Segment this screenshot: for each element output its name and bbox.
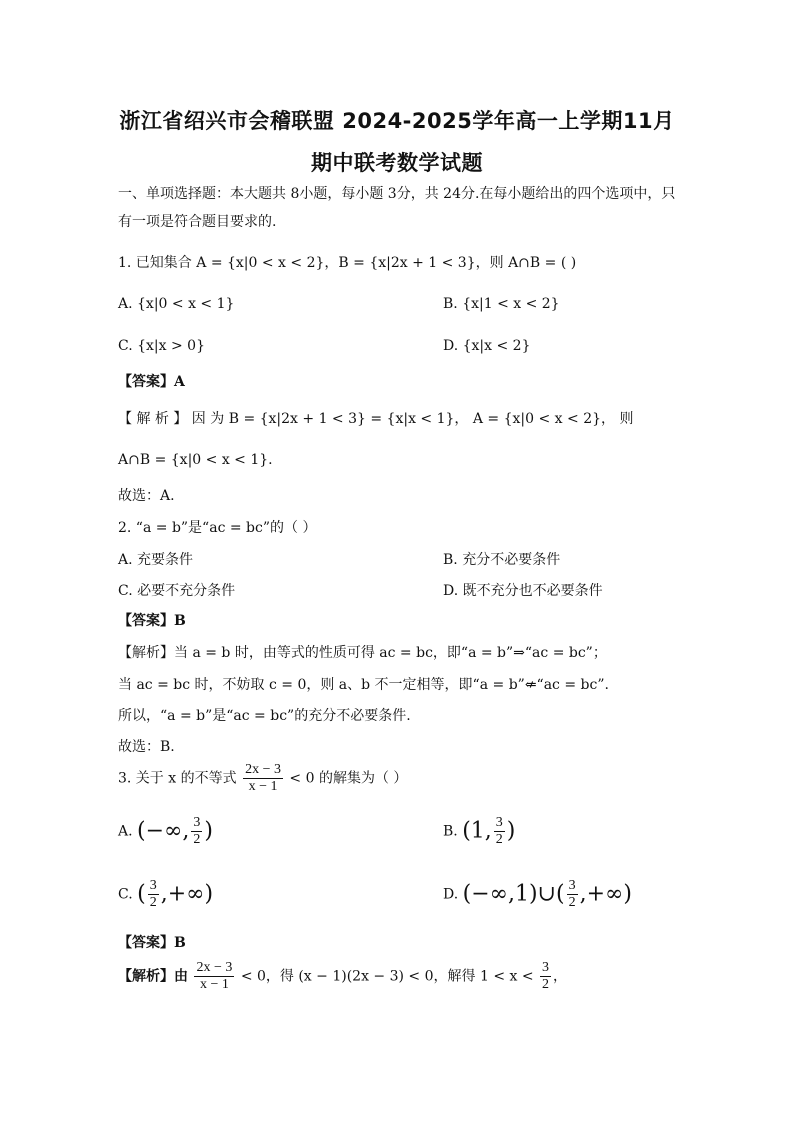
q3-analysis-mid: < 0，得 (x − 1)(2x − 3) < 0，解得 1 < x < xyxy=(240,968,534,985)
q3-analysis-prefix: 【解析】由 xyxy=(118,968,188,985)
q3-option-b xyxy=(443,815,515,848)
q3-option-d-fraction xyxy=(567,878,578,911)
q2-analysis-line3: 所以，“a = b”是“ac = bc”的充分不必要条件. xyxy=(118,708,411,724)
q3-option-c-label: C. xyxy=(118,886,133,903)
q1-analysis-line1: 【 解 析 】 因 为 B = {x|2x + 1 < 3} = {x|x < 1}， A = {x|0 < x < 2}， 则 xyxy=(118,411,634,427)
q3-option-a-label: A. xyxy=(118,823,133,840)
q3-stem-suffix: < 0 的解集为（ ） xyxy=(289,770,408,787)
q3-analysis-end: ， xyxy=(553,968,568,985)
q1-answer: 【答案】A xyxy=(118,374,185,390)
q3-analysis-frac-den: x − 1 xyxy=(199,977,229,993)
q2-stem: 2. “a = b”是“ac = bc”的（ ） xyxy=(118,520,317,536)
frac-num: 3 xyxy=(148,878,159,895)
q2-analysis-line2: 当 ac = bc 时，不妨取 c = 0，则 a、b 不一定相等，即“a = b”⇍“ac = bc”. xyxy=(118,677,609,693)
frac-num: 3 xyxy=(567,878,578,895)
frac-num: 3 xyxy=(191,815,202,832)
q3-option-d-right: ,+∞) xyxy=(579,881,632,907)
q1-choice: 故选：A. xyxy=(118,488,175,504)
doc-title-line2: 期中联考数学试题 xyxy=(311,151,483,175)
q3-stem-prefix: 3. 关于 x 的不等式 xyxy=(118,770,237,787)
q3-analysis-frac-num: 2x − 3 xyxy=(194,960,234,977)
q3-option-a-right: ) xyxy=(204,818,213,844)
frac-den: 2 xyxy=(149,895,157,911)
q3-option-b-label: B. xyxy=(443,823,458,840)
q3-analysis-fraction-32 xyxy=(540,960,551,993)
q1-option-b: B. {x|1 < x < 2} xyxy=(443,296,560,312)
q2-answer: 【答案】B xyxy=(118,613,186,629)
section-heading-line2: 有一项是符合题目要求的. xyxy=(118,214,277,230)
q1-analysis-line2: A∩B = {x|0 < x < 1}. xyxy=(118,452,273,468)
q3-option-c-fraction xyxy=(148,878,159,911)
doc-title-line1: 浙江省绍兴市会稽联盟 2024-2025学年高一上学期11月 xyxy=(119,109,675,133)
q2-option-a: A. 充要条件 xyxy=(118,552,194,568)
q3-option-c-right: ,+∞) xyxy=(160,881,214,907)
q3-option-a-left: (−∞, xyxy=(137,818,190,844)
frac-den: 2 xyxy=(542,977,550,993)
q2-option-c: C. 必要不充分条件 xyxy=(118,583,236,599)
section-heading-line1: 一、单项选择题：本大题共 8小题，每小题 3分，共 24分.在每小题给出的四个选项中，只 xyxy=(118,186,676,202)
q3-stem-frac-den: x − 1 xyxy=(248,779,278,795)
frac-num: 3 xyxy=(494,815,505,832)
q3-option-b-right: ) xyxy=(506,818,516,844)
q1-stem: 1. 已知集合 A = {x|0 < x < 2}，B = {x|2x + 1 < 3}，则 A∩B = ( ) xyxy=(118,255,577,271)
q3-option-b-left: (1, xyxy=(462,818,492,844)
q3-option-a-fraction xyxy=(191,815,202,848)
q3-stem-frac-num: 2x − 3 xyxy=(243,762,283,779)
q3-answer: 【答案】B xyxy=(118,935,186,951)
q3-option-a xyxy=(118,815,213,848)
frac-den: 2 xyxy=(568,895,576,911)
frac-num: 3 xyxy=(540,960,551,977)
q3-option-c xyxy=(118,878,213,911)
q2-choice: 故选：B. xyxy=(118,739,175,755)
q3-option-c-left: ( xyxy=(137,881,146,907)
q3-option-d xyxy=(443,878,632,911)
q2-option-d: D. 既不充分也不必要条件 xyxy=(443,583,603,599)
q2-analysis-line1: 【解析】当 a = b 时，由等式的性质可得 ac = bc，即“a = b”⇒“ac = bc”； xyxy=(118,645,607,661)
q3-option-b-fraction xyxy=(494,815,505,848)
q1-option-a: A. {x|0 < x < 1} xyxy=(118,296,235,312)
q3-stem-fraction xyxy=(243,762,283,795)
q2-option-b: B. 充分不必要条件 xyxy=(443,552,561,568)
q3-analysis-line1 xyxy=(118,960,567,993)
q3-stem xyxy=(118,762,407,795)
q3-option-d-left: (−∞,1)∪( xyxy=(462,881,565,907)
frac-den: 2 xyxy=(193,832,201,848)
q1-option-c: C. {x|x > 0} xyxy=(118,338,205,354)
q1-option-d: D. {x|x < 2} xyxy=(443,338,531,354)
q3-option-d-label: D. xyxy=(443,886,459,903)
q3-analysis-fraction xyxy=(194,960,234,993)
frac-den: 2 xyxy=(495,832,503,848)
